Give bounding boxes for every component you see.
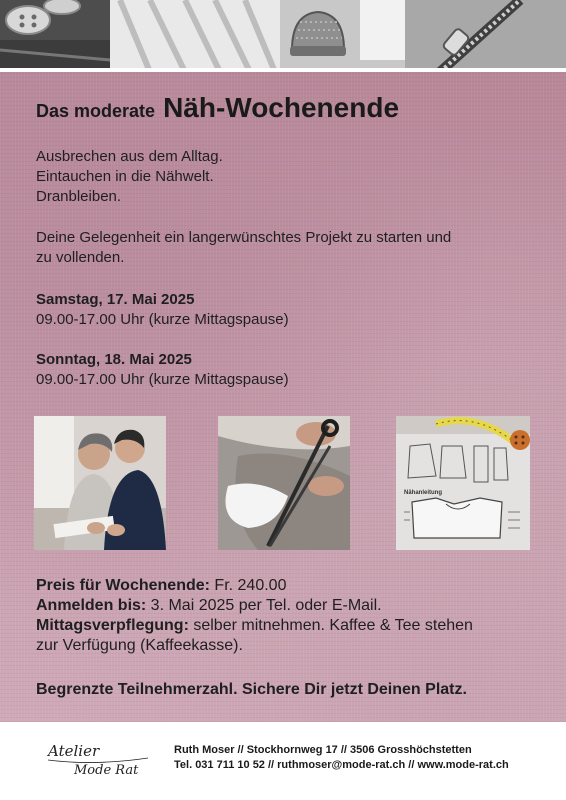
price-value: Fr. 240.00: [209, 577, 287, 594]
closing-call-to-action: Begrenzte Teilnehmerzahl. Sichere Dir jetzt Deinen Platz.: [36, 681, 467, 698]
schedule-time: 09.00-17.00 Uhr (kurze Mittagspause): [36, 311, 289, 328]
footer: [0, 722, 566, 800]
schedule-time: 09.00-17.00 Uhr (kurze Mittagspause): [36, 371, 289, 388]
photo-women-sewing: [34, 416, 166, 550]
title-prefix: Das moderate: [36, 101, 156, 121]
schedule-saturday: [36, 290, 536, 330]
pattern-caption: Nähanleitung: [404, 490, 443, 496]
price-line: [36, 576, 536, 596]
register-label: Anmelden bis:: [36, 597, 147, 614]
description-text: [36, 228, 536, 268]
register-line: [36, 596, 536, 616]
description-line: zu vollenden.: [36, 249, 125, 266]
title-main: Näh-Wochenende: [163, 92, 400, 123]
content-panel: [0, 72, 566, 722]
schedule-day: Sonntag, 18. Mai 2025: [36, 351, 192, 368]
photo-cutting-fabric: [218, 416, 350, 550]
lunch-value: selber mitnehmen. Kaffee & Tee stehen: [188, 617, 473, 634]
contact-phone-email-web: Tel. 031 711 10 52 // ruthmoser@mode-rat.ch // www.mode-rat.ch: [174, 759, 509, 771]
intro-line: Dranbleiben.: [36, 188, 122, 205]
lunch-line: [36, 616, 536, 636]
register-value: 3. Mai 2025 per Tel. oder E-Mail.: [146, 597, 382, 614]
photo-sewing-pattern: [396, 416, 530, 550]
lunch-label: Mittagsverpflegung:: [36, 617, 189, 634]
sewing-collage-image: [0, 0, 566, 72]
intro-line: Eintauchen in die Nähwelt.: [36, 168, 214, 185]
event-details: [36, 576, 536, 656]
intro-line: Ausbrechen aus dem Alltag.: [36, 148, 223, 165]
description-line: Deine Gelegenheit ein langerwünschtes Projekt zu starten und: [36, 229, 452, 246]
contact-address: Ruth Moser // Stockhornweg 17 // 3506 Grosshöchstetten: [174, 744, 472, 756]
logo-line-1: Atelier: [48, 742, 100, 760]
price-label: Preis für Wochenende:: [36, 577, 210, 594]
schedule-sunday: [36, 350, 536, 390]
intro-text: [36, 147, 536, 207]
atelier-logo: [44, 740, 154, 780]
logo-line-2: Mode Rat: [74, 763, 139, 778]
schedule-day: Samstag, 17. Mai 2025: [36, 291, 195, 308]
header-photo-strip: [0, 0, 566, 72]
lunch-line-2: zur Verfügung (Kaffeekasse).: [36, 637, 243, 654]
contact-info: [174, 743, 509, 773]
page-title: [36, 92, 399, 124]
